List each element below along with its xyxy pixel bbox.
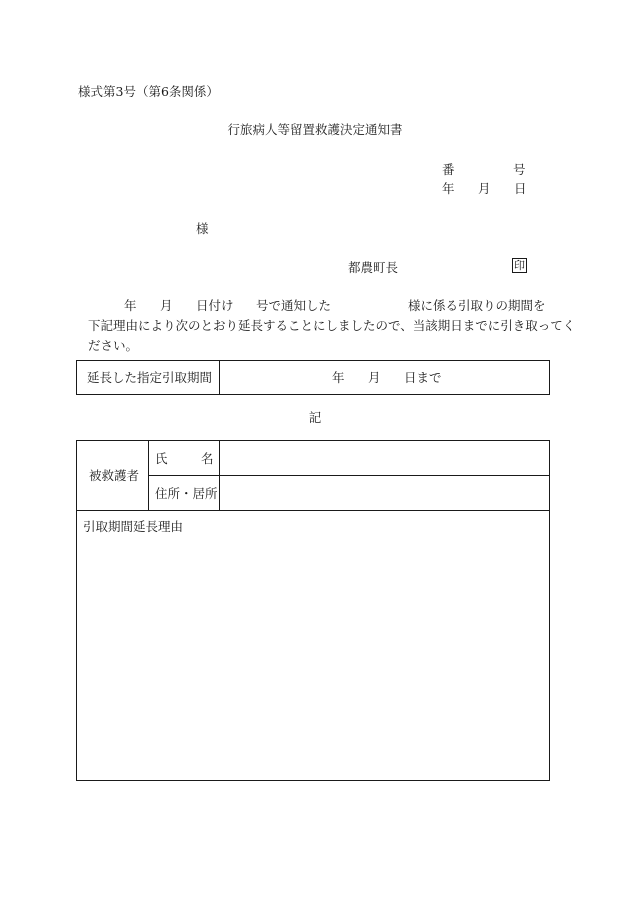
paragraph-line-2: 下記理由により次のとおり延長することにしましたので、当該期日までに引き取ってく	[88, 318, 576, 333]
name-label-mei: 名	[201, 451, 214, 466]
seal-stamp-mark: 印	[514, 259, 525, 272]
rescued-person-label: 被救護者	[89, 468, 140, 483]
paragraph-line-3: ださい。	[88, 338, 139, 353]
issuer-title: 都農町長	[348, 260, 399, 275]
name-label-shi: 氏	[155, 451, 168, 466]
addressee-suffix: 様	[196, 221, 209, 236]
form-number: 様式第3号（第6条関係）	[78, 84, 219, 99]
document-title: 行旅病人等留置救護決定通知書	[227, 122, 403, 137]
extension-until-label: 日まで	[404, 370, 442, 385]
paragraph-dated: 日付け	[196, 298, 234, 313]
detail-table	[76, 440, 550, 781]
detail-table-hline-1	[148, 475, 550, 476]
extension-period-table	[76, 360, 550, 395]
number-label-ban: 番	[442, 162, 455, 177]
extension-reason-label: 引取期間延長理由	[83, 519, 184, 534]
ki-heading: 記	[308, 410, 322, 425]
paragraph-pickup: 様に係る引取りの期間を	[408, 298, 546, 313]
date-month-label: 月	[478, 181, 491, 196]
extension-period-label: 延長した指定引取期間	[87, 370, 213, 385]
extension-table-divider	[219, 361, 220, 394]
extension-year-label: 年	[332, 370, 345, 385]
paragraph-year: 年	[124, 298, 137, 313]
number-label-gou: 号	[513, 162, 526, 177]
extension-month-label: 月	[368, 370, 381, 385]
date-day-label: 日	[514, 181, 527, 196]
detail-table-hline-2	[77, 510, 549, 511]
address-label: 住所・居所	[155, 486, 218, 501]
paragraph-notified: 号で通知した	[256, 298, 332, 313]
date-year-label: 年	[442, 181, 455, 196]
paragraph-month: 月	[160, 298, 173, 313]
